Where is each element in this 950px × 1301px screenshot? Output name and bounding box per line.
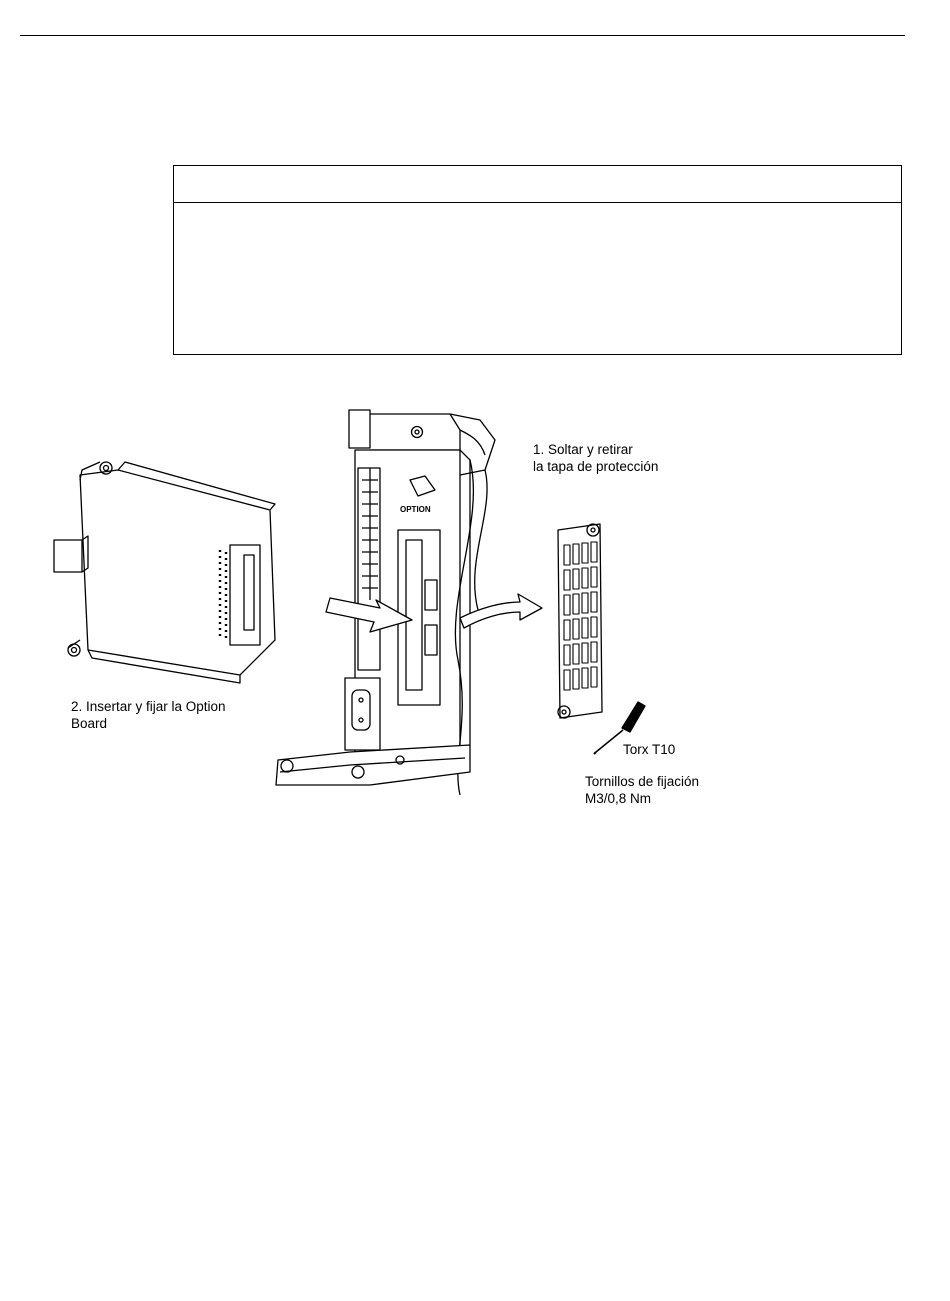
curved-arrow: [460, 594, 542, 628]
step2-line1: 2. Insertar y fijar la Option: [71, 699, 226, 714]
header-rule: [20, 35, 905, 36]
drive-unit-drawing: [276, 410, 495, 795]
note-box: [173, 165, 902, 355]
note-header: [174, 166, 901, 203]
tool-label: [623, 741, 675, 758]
option-board-drawing: [54, 462, 275, 683]
note-body: [174, 203, 901, 354]
step2-label: [71, 698, 226, 732]
protective-cover-drawing: [558, 524, 602, 718]
option-slot-marking: OPTION: [400, 505, 431, 514]
step1-line1: 1. Soltar y retirar: [533, 442, 633, 457]
tool-text: Torx T10: [623, 742, 676, 757]
step2-line2: Board: [71, 716, 108, 731]
step1-line2: la tapa de protección: [533, 459, 659, 474]
screws-label: [585, 773, 699, 807]
step1-label: [533, 441, 658, 475]
screws-line1: Tornillos de fijación: [585, 774, 700, 789]
screws-line2: M3/0,8 Nm: [585, 791, 652, 806]
